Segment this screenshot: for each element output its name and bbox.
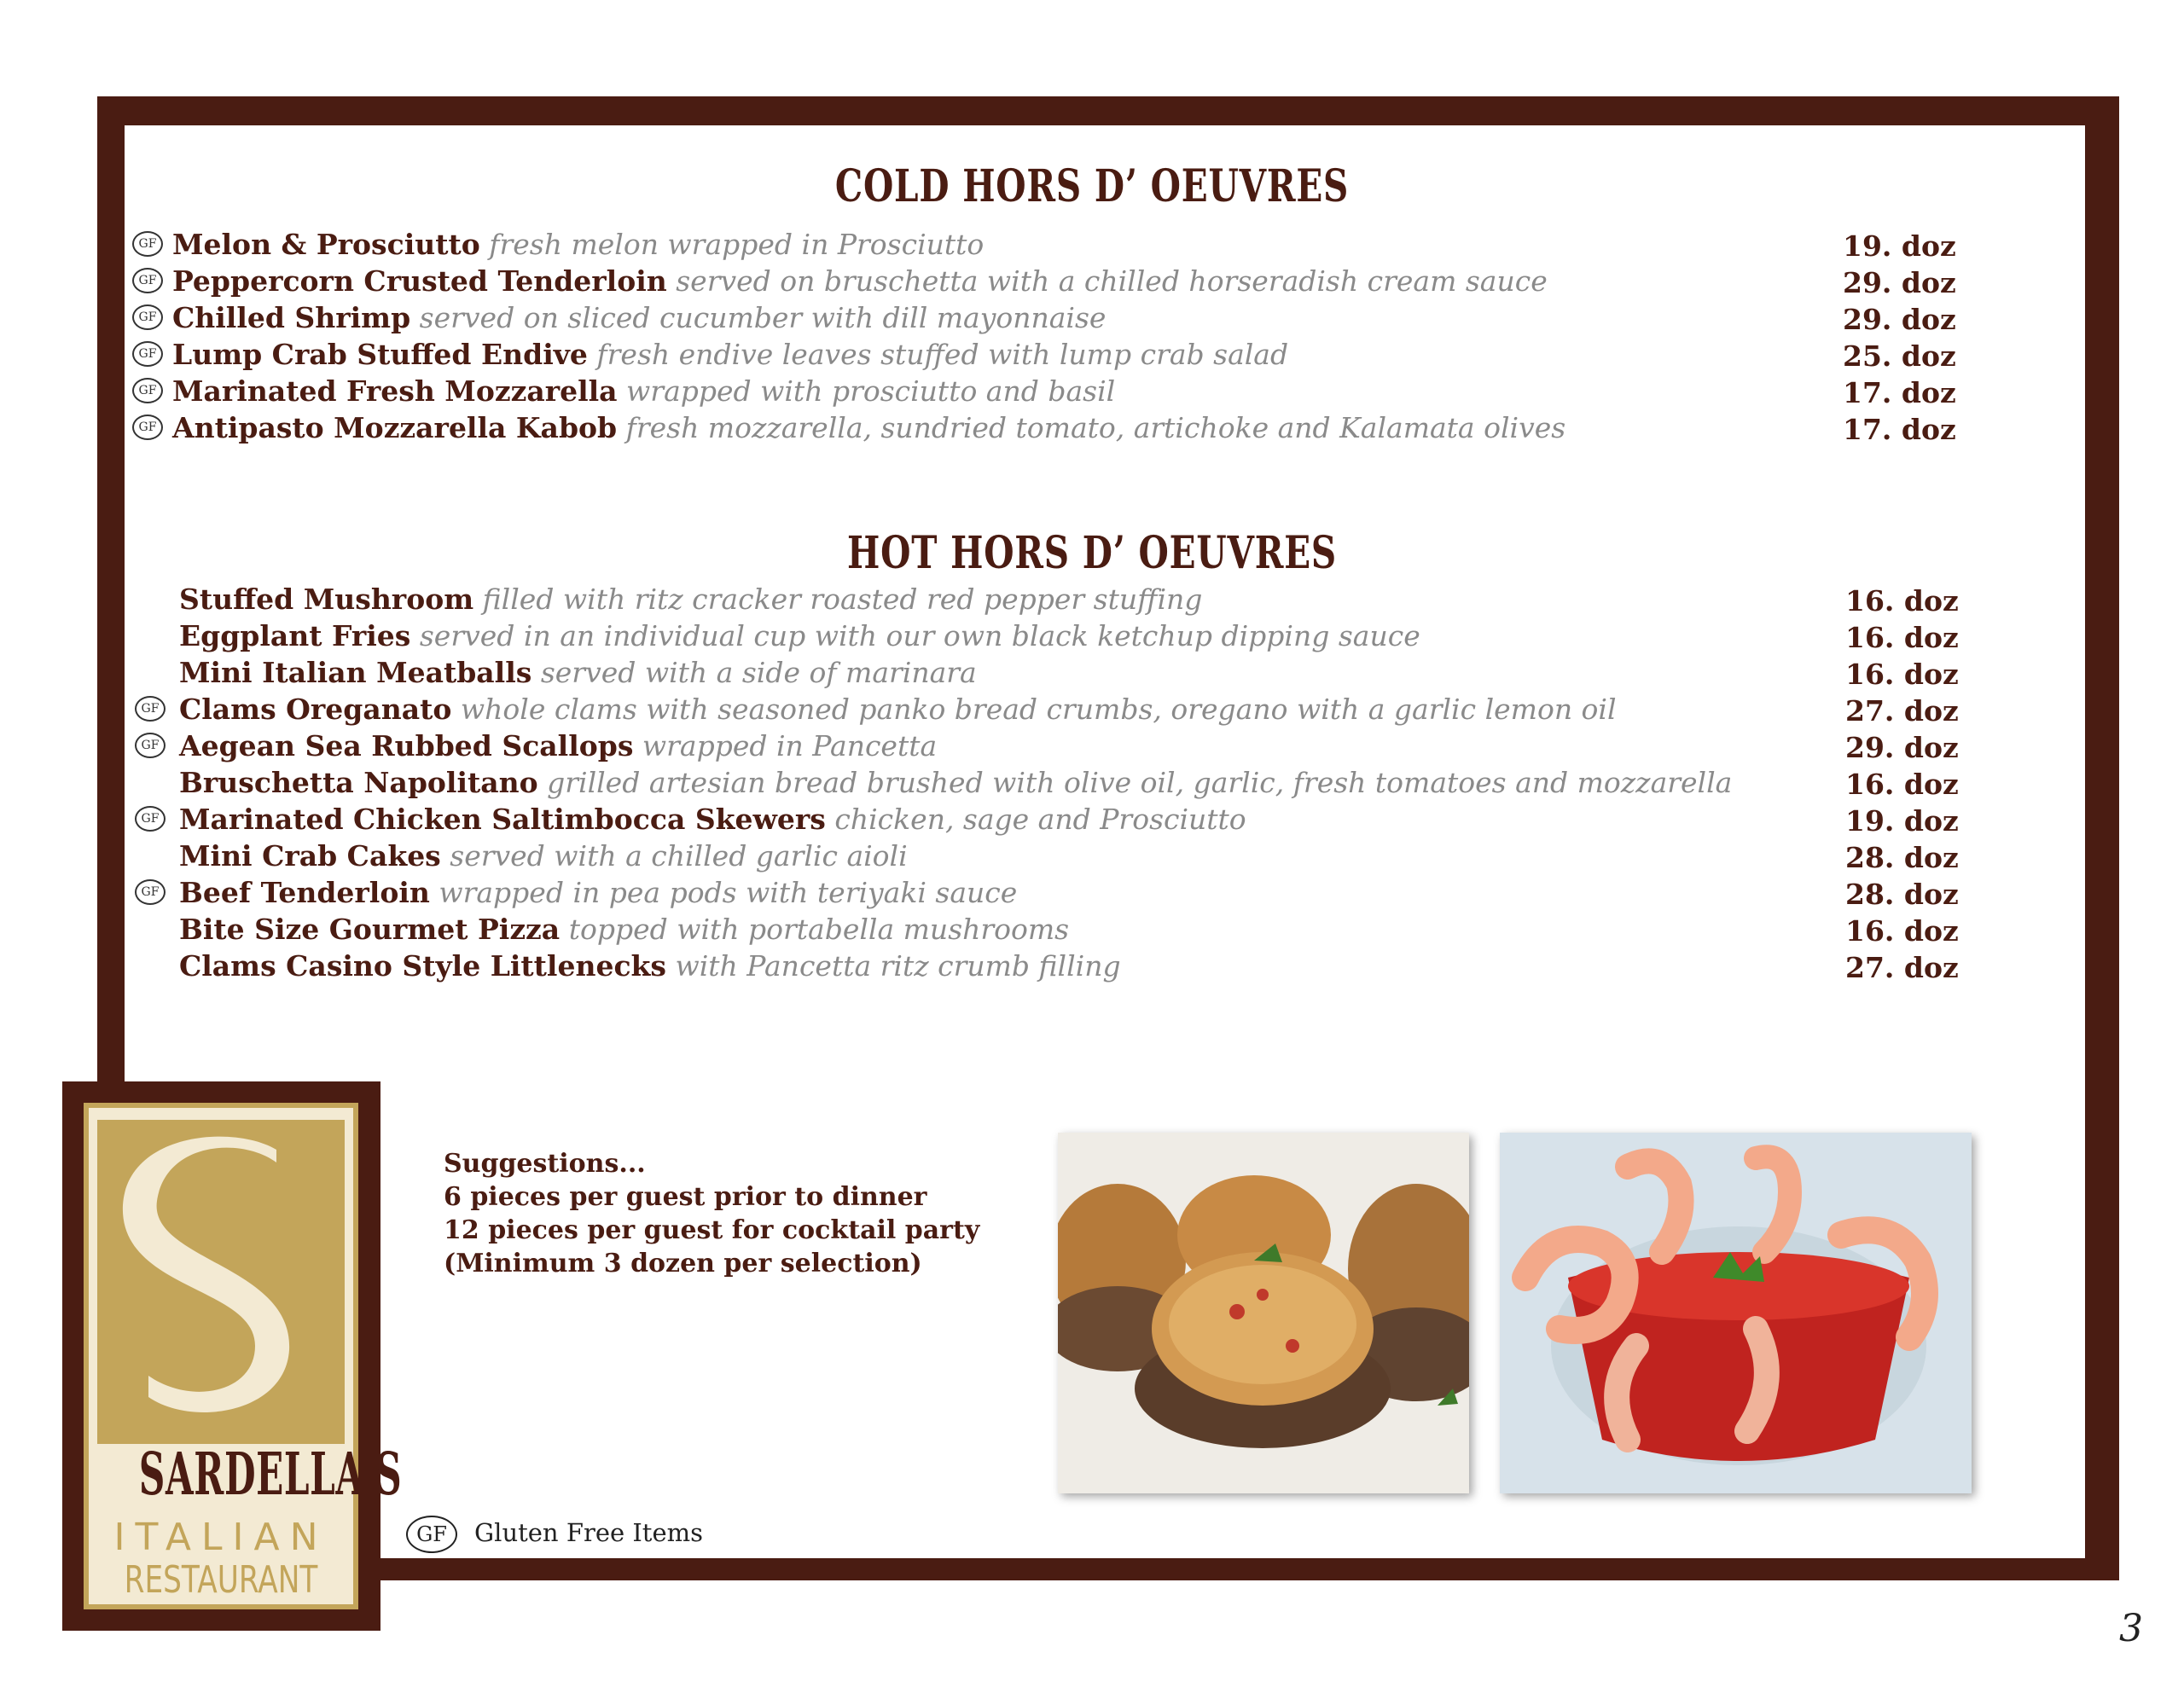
menu-item-price: 27. doz — [1845, 694, 1959, 728]
menu-item-price: 16. doz — [1845, 658, 1959, 691]
menu-item-row — [0, 619, 2184, 653]
gluten-free-badge: GF — [132, 268, 163, 293]
menu-item-row — [0, 729, 2184, 763]
menu-item-price: 25. doz — [1843, 339, 1956, 373]
suggestion-line: 12 pieces per guest for cocktail party — [444, 1215, 980, 1245]
menu-item-name: Bite Size Gourmet Pizza — [179, 913, 561, 946]
menu-item-price: 16. doz — [1845, 621, 1959, 654]
menu-item-row — [0, 876, 2184, 910]
menu-item-row — [0, 374, 2184, 409]
menu-item-name: Marinated Fresh Mozzarella — [172, 374, 618, 408]
menu-item-text — [179, 949, 1121, 983]
suggestion-line: 6 pieces per guest prior to dinner — [444, 1182, 927, 1212]
menu-item-text — [179, 766, 1732, 800]
menu-item-description: wrapped in pea pods with teriyaki sauce — [439, 876, 1018, 909]
cold-section-title: COLD HORS D’ OEUVRES — [834, 160, 1350, 212]
menu-item-row — [0, 839, 2184, 873]
menu-item-name: Mini Italian Meatballs — [179, 656, 532, 689]
logo-name: SARDELLA'S — [138, 1441, 403, 1509]
menu-item-description: served on bruschetta with a chilled horseradish cream sauce — [676, 264, 1548, 298]
stuffed-mushroom-photo — [1058, 1133, 1469, 1493]
gf-legend-label: Gluten Free Items — [474, 1518, 704, 1547]
gf-legend-badge: GF — [406, 1516, 457, 1553]
menu-item-description: served on sliced cucumber with dill mayonnaise — [419, 301, 1107, 334]
menu-item-description: wrapped in Pancetta — [642, 729, 938, 762]
menu-item-description: with Pancetta ritz crumb filling — [675, 949, 1121, 983]
menu-item-name: Stuffed Mushroom — [179, 583, 474, 616]
menu-item-description: filled with ritz cracker roasted red pepper stuffing — [482, 583, 1203, 616]
menu-item-description: wrapped with prosciutto and basil — [626, 374, 1116, 408]
gluten-free-badge: GF — [132, 304, 163, 330]
menu-item-price: 16. doz — [1845, 584, 1959, 617]
logo-restaurant: RESTAURANT — [124, 1558, 318, 1602]
menu-item-name: Marinated Chicken Saltimbocca Skewers — [179, 803, 826, 836]
menu-item-description: served in an individual cup with our own black ketchup dipping sauce — [419, 619, 1420, 652]
gluten-free-badge: GF — [135, 696, 166, 722]
menu-item-name: Lump Crab Stuffed Endive — [172, 338, 588, 371]
menu-item-text — [179, 839, 908, 873]
menu-item-text — [179, 619, 1420, 653]
menu-item-name: Beef Tenderloin — [179, 876, 430, 909]
menu-item-name: Mini Crab Cakes — [179, 839, 441, 872]
shrimp-cocktail-photo — [1500, 1133, 1972, 1493]
hot-section-title: HOT HORS D’ OEUVRES — [847, 527, 1337, 579]
gluten-free-badge: GF — [132, 231, 163, 257]
logo-s-icon — [97, 1120, 345, 1444]
suggestion-line: (Minimum 3 dozen per selection) — [444, 1249, 922, 1278]
menu-item-description: fresh mozzarella, sundried tomato, artichoke and Kalamata olives — [625, 411, 1566, 444]
menu-item-description: whole clams with seasoned panko bread crumbs, oregano with a garlic lemon oil — [460, 693, 1617, 726]
menu-item-price: 29. doz — [1843, 303, 1956, 336]
menu-item-price: 27. doz — [1845, 951, 1959, 984]
menu-item-text — [179, 583, 1202, 617]
menu-item-text — [179, 876, 1017, 910]
menu-item-row — [0, 228, 2184, 262]
menu-item-description: served with a side of marinara — [540, 656, 977, 689]
menu-item-row — [0, 583, 2184, 617]
menu-item-row — [0, 949, 2184, 983]
menu-item-text — [172, 374, 1115, 409]
menu-item-text — [179, 803, 1246, 837]
gluten-free-badge: GF — [135, 733, 166, 758]
gluten-free-badge: GF — [135, 806, 166, 832]
menu-item-name: Antipasto Mozzarella Kabob — [172, 411, 618, 444]
gluten-free-badge: GF — [132, 378, 163, 403]
menu-item-text — [179, 913, 1069, 947]
menu-item-row — [0, 338, 2184, 372]
menu-item-name: Peppercorn Crusted Tenderloin — [172, 264, 667, 298]
menu-item-row — [0, 803, 2184, 837]
menu-item-text — [172, 228, 984, 262]
menu-item-row — [0, 656, 2184, 690]
menu-item-price: 16. doz — [1845, 914, 1959, 948]
menu-item-row — [0, 301, 2184, 335]
menu-item-name: Eggplant Fries — [179, 619, 411, 652]
menu-item-price: 29. doz — [1845, 731, 1959, 764]
menu-item-row — [0, 766, 2184, 800]
menu-item-price: 28. doz — [1845, 841, 1959, 874]
gluten-free-badge: GF — [135, 879, 166, 905]
menu-item-text — [172, 264, 1548, 299]
menu-item-price: 19. doz — [1843, 229, 1956, 263]
menu-item-name: Aegean Sea Rubbed Scallops — [179, 729, 634, 762]
menu-item-name: Clams Casino Style Littlenecks — [179, 949, 666, 983]
menu-item-row — [0, 693, 2184, 727]
menu-item-price: 17. doz — [1843, 376, 1956, 409]
menu-item-name: Bruschetta Napolitano — [179, 766, 538, 799]
menu-item-price: 29. doz — [1843, 266, 1956, 299]
menu-item-description: fresh endive leaves stuffed with lump crab salad — [596, 338, 1289, 371]
gluten-free-badge: GF — [132, 341, 163, 367]
menu-item-price: 16. doz — [1845, 768, 1959, 801]
menu-item-description: topped with portabella mushrooms — [568, 913, 1070, 946]
menu-item-price: 19. doz — [1845, 804, 1959, 838]
menu-item-text — [172, 301, 1106, 335]
menu-item-text — [179, 729, 937, 763]
menu-item-description: served with a chilled garlic aioli — [450, 839, 908, 872]
menu-item-name: Melon & Prosciutto — [172, 228, 480, 261]
suggestions-heading: Suggestions... — [444, 1149, 646, 1179]
menu-item-name: Chilled Shrimp — [172, 301, 411, 334]
menu-item-price: 17. doz — [1843, 413, 1956, 446]
menu-item-description: chicken, sage and Prosciutto — [834, 803, 1246, 836]
gluten-free-badge: GF — [132, 415, 163, 440]
menu-item-row — [0, 264, 2184, 299]
menu-item-text — [172, 338, 1288, 372]
menu-item-row — [0, 913, 2184, 947]
menu-item-text — [179, 693, 1617, 727]
menu-item-price: 28. doz — [1845, 878, 1959, 911]
suggestions-block — [444, 1147, 979, 1280]
restaurant-logo — [84, 1103, 403, 1609]
menu-item-text — [179, 656, 977, 690]
menu-item-row — [0, 411, 2184, 445]
logo-s-emblem — [97, 1120, 345, 1444]
logo-italian: ITALIAN — [113, 1516, 328, 1559]
menu-item-name: Clams Oreganato — [179, 693, 452, 726]
page-number: 3 — [2119, 1607, 2143, 1650]
menu-item-description: fresh melon wrapped in Prosciutto — [489, 228, 985, 261]
menu-item-text — [172, 411, 1565, 445]
menu-item-description: grilled artesian bread brushed with olive oil, garlic, fresh tomatoes and mozzarella — [547, 766, 1733, 799]
